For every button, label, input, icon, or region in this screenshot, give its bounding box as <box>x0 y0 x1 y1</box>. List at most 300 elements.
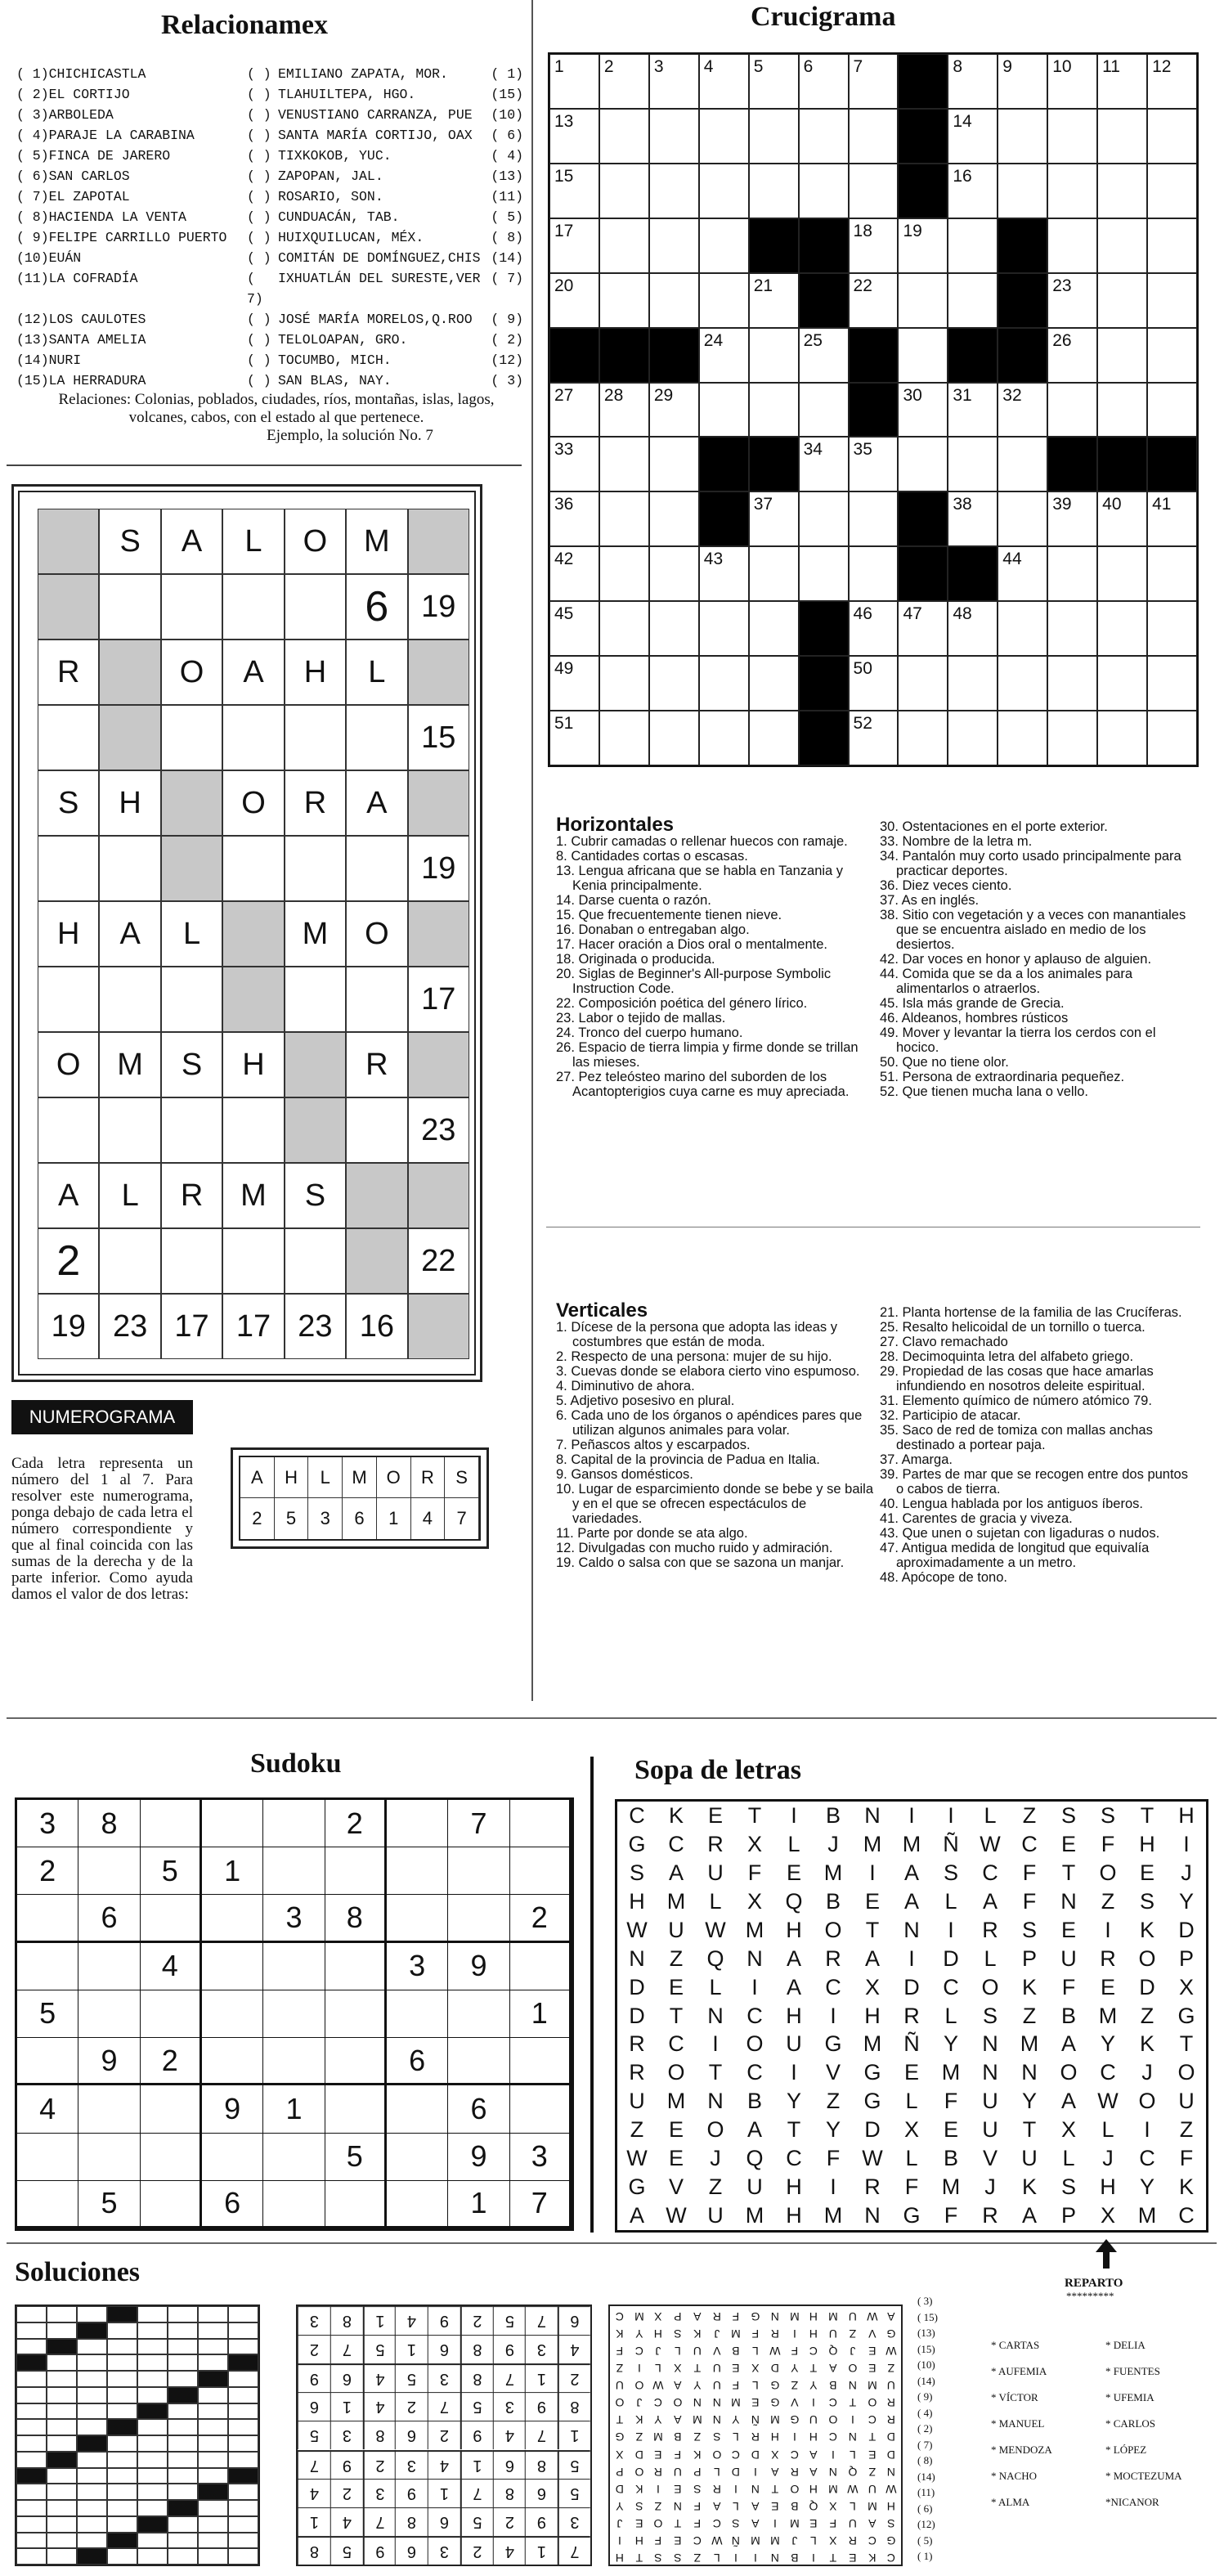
solucion-sopa-letter: Y <box>634 2327 643 2341</box>
solucion-sudoku-cell: 5 <box>363 2335 396 2363</box>
solucion-sudoku-cell: 1 <box>525 2363 558 2392</box>
sopa-letter: M <box>863 2031 882 2057</box>
sudoku-cell <box>17 2181 78 2228</box>
solucion-numerograma-cell <box>198 2387 228 2403</box>
numerograma-cell: O <box>38 1032 99 1097</box>
crossword-cell <box>549 656 599 711</box>
solucion-numerograma-cell <box>198 2468 228 2484</box>
clue: 27. Clavo remachado <box>880 1335 1008 1349</box>
numerograma-cell <box>408 640 469 705</box>
sopa-letter: R <box>982 1917 998 1942</box>
numerograma-cell: 23 <box>285 1294 346 1359</box>
crossword-cell <box>599 164 649 218</box>
reparto-item: * AUFEMIA <box>991 2365 1047 2377</box>
solucion-sopa-letter: N <box>712 2413 721 2427</box>
solucion-numerograma-cell <box>77 2468 107 2484</box>
solucion-sopa-letter: Y <box>693 2379 702 2393</box>
sopa-letter: N <box>864 2203 881 2228</box>
solucion-sopa-letter: U <box>887 2379 896 2393</box>
sopa-letter: S <box>1060 2174 1076 2200</box>
crossword-black-cell <box>898 164 948 218</box>
solucion-sudoku-cell: 4 <box>395 2306 428 2335</box>
sopa-letter: Y <box>786 2089 801 2114</box>
numerograma-cell <box>99 705 160 770</box>
crossword-cell <box>898 218 948 273</box>
crossword-number: 13 <box>554 111 574 131</box>
solucion-sopa-letter: H <box>809 2327 818 2341</box>
sopa-letter: O <box>1060 2060 1078 2085</box>
crossword-cell <box>1047 656 1097 711</box>
crossword-cell <box>849 491 899 546</box>
numerograma-cell <box>222 967 284 1032</box>
solucion-sudoku-cell: 4 <box>493 2421 526 2449</box>
numerograma-cell: 19 <box>408 836 469 901</box>
sopa-letter: R <box>982 2203 998 2228</box>
reparto-item: * FUENTES <box>1105 2365 1160 2377</box>
solucion-sopa-letter: Z <box>849 2327 856 2341</box>
crossword-number: 23 <box>1052 276 1072 295</box>
key-value: 6 <box>343 1498 377 1539</box>
sopa-letter: E <box>1139 1860 1155 1885</box>
solucion-sopa-letter: I <box>812 2396 816 2410</box>
sopa-letter: M <box>823 2203 843 2228</box>
crossword-black-cell <box>898 109 948 164</box>
solucion-sopa-letter: U <box>848 2310 857 2324</box>
solucion-numerograma <box>15 2304 260 2566</box>
reparto-item: * LÓPEZ <box>1105 2444 1147 2456</box>
sopa-letter: F <box>1179 2146 1194 2171</box>
crossword-cell <box>1147 656 1197 711</box>
reparto-title: REPARTO <box>1065 2277 1123 2290</box>
solucion-sopa-letter: T <box>616 2413 624 2427</box>
crossword-cell <box>549 546 599 601</box>
sopa-letter: X <box>1100 2203 1115 2228</box>
sopa-letter: A <box>629 2203 644 2228</box>
numerograma-cell <box>346 1097 407 1163</box>
solucion-sopa-letter: A <box>751 2516 760 2530</box>
sudoku-cell <box>510 1847 572 1895</box>
solucion-sopa-letter: G <box>770 2396 780 2410</box>
crossword-cell <box>898 328 948 383</box>
relacionamex-row <box>16 370 523 391</box>
numerograma-cell <box>38 509 99 574</box>
crossword-cell <box>849 54 899 109</box>
sudoku-cell <box>387 2134 448 2181</box>
crossword-cell <box>599 273 649 328</box>
crossword-cell <box>799 54 849 109</box>
solucion-numerograma-cell <box>47 2468 77 2484</box>
solucion-numerograma-cell <box>107 2452 137 2468</box>
clue: 43. Que unen o sujetan con ligaduras o nudos. <box>880 1526 1160 1541</box>
numerograma-cell <box>38 836 99 901</box>
relacionamex-right: JOSÉ MARÍA MORELOS,Q.ROO <box>278 312 473 327</box>
solucion-sopa-letter: R <box>790 2465 799 2479</box>
solucion-sopa-letter: U <box>828 2327 837 2341</box>
numerograma-cell <box>408 901 469 967</box>
crossword-number: 3 <box>653 57 664 76</box>
crossword-cell <box>1097 54 1147 109</box>
sudoku-cell: 7 <box>448 1800 509 1847</box>
crossword-cell <box>549 437 599 491</box>
sudoku-cell: 5 <box>325 2134 387 2181</box>
solucion-sudoku-cell: 8 <box>330 2306 363 2335</box>
sudoku-cell: 9 <box>78 2038 140 2085</box>
crossword-cell <box>1097 656 1147 711</box>
crossword-number: 28 <box>603 385 624 405</box>
sopa-letter: C <box>825 1974 841 1999</box>
solucion-numerograma-cell <box>77 2354 107 2371</box>
sopa-letter: A <box>1021 2203 1037 2228</box>
sopa-letter: S <box>1100 1803 1115 1828</box>
sopa-letter: N <box>629 1945 645 1971</box>
crossword-number: 5 <box>753 57 764 76</box>
solucion-sopa-letter: X <box>829 2499 837 2513</box>
clue: 19. Caldo o salsa con que se sazona un manjar. <box>556 1555 845 1570</box>
solucion-sudoku <box>296 2304 592 2566</box>
solucion-sopa-letter: W <box>885 2482 897 2496</box>
sopa-letter: I <box>948 1917 954 1942</box>
solucion-sopa-letter: O <box>653 2516 663 2530</box>
sudoku-cell <box>141 2134 202 2181</box>
solucion-numerograma-cell <box>47 2339 77 2355</box>
solucion-sopa-letter: S <box>674 2327 682 2341</box>
sudoku-cell <box>510 1943 572 1990</box>
solucion-sopa-letter: R <box>848 2533 857 2547</box>
sudoku-cell <box>325 1847 387 1895</box>
crossword-cell <box>1147 273 1197 328</box>
solucion-sudoku-cell: 7 <box>363 2507 396 2536</box>
crossword-cell <box>699 273 749 328</box>
sudoku-cell: 6 <box>202 2181 263 2228</box>
sopa-letter: A <box>864 1945 880 1971</box>
solucion-sopa-letter: X <box>616 2448 624 2462</box>
sopa-letter: L <box>905 2089 918 2114</box>
solucion-sopa-letter: L <box>752 2379 759 2393</box>
crossword-cell <box>549 54 599 109</box>
sopa-letter: C <box>747 2060 763 2085</box>
solucion-sopa-letter: L <box>675 2345 681 2358</box>
solucion-numerograma-cell <box>228 2500 258 2516</box>
sopa-letter: R <box>629 2031 645 2057</box>
crossword-number: 26 <box>1052 330 1072 350</box>
numerograma-cell: A <box>161 509 222 574</box>
relacionamex-num: ( 1) <box>491 66 523 82</box>
solucion-numerograma-cell <box>137 2371 168 2387</box>
solucion-sopa-letter: O <box>634 2379 644 2393</box>
sopa-letter: F <box>904 2174 919 2200</box>
sopa-letter: Z <box>1101 1888 1115 1914</box>
solucion-sopa-letter: C <box>887 2551 896 2565</box>
relacionamex-right: IXHUATLÁN DEL SURESTE,VER <box>278 271 481 286</box>
sopa-letter: F <box>1022 1888 1037 1914</box>
crossword-black-cell <box>799 218 849 273</box>
numerograma-cell: L <box>222 509 284 574</box>
relacionamex-right: CUNDUACÁN, TAB. <box>278 209 400 225</box>
sudoku-cell <box>263 2181 325 2228</box>
relacionamex-right: TIXKOKOB, YUC. <box>278 148 392 164</box>
relacionamex-left: ( 7)EL ZAPOTAL <box>16 189 130 204</box>
numerograma-cell: H <box>285 640 346 705</box>
solucion-sopa-letter: N <box>712 2396 721 2410</box>
sopa-letter: G <box>1177 2003 1195 2028</box>
sopa-letter: G <box>824 2031 842 2057</box>
crossword-number: 19 <box>903 221 922 240</box>
solucion-sopa-letter: M <box>731 2396 742 2410</box>
solucion-sudoku-cell: 8 <box>395 2507 428 2536</box>
sopa-letter: Y <box>943 2031 958 2057</box>
sopa-letter: S <box>1139 1888 1155 1914</box>
crossword-cell <box>998 546 1047 601</box>
clue: 28. Decimoquinta letra del alfabeto griego. <box>880 1349 1134 1364</box>
solucion-numerograma-cell <box>47 2452 77 2468</box>
solucion-sopa-letter: R <box>654 2465 663 2479</box>
relacionamex-row <box>16 125 523 146</box>
solucion-numerograma-cell <box>137 2339 168 2355</box>
solucion-sudoku-cell: 4 <box>330 2507 363 2536</box>
crossword-black-cell <box>998 328 1047 383</box>
numerograma-cell: 6 <box>346 574 407 640</box>
solucion-sudoku-cell: 7 <box>525 2421 558 2449</box>
sopa-letter: T <box>1061 1860 1076 1885</box>
sopa-letter: T <box>1022 2117 1037 2143</box>
sopa-letter: I <box>1144 2117 1150 2143</box>
sudoku-cell <box>17 1895 78 1942</box>
crossword-cell <box>599 218 649 273</box>
solucion-sopa-letter: W <box>711 2533 723 2547</box>
crossword-cell <box>599 109 649 164</box>
solucion-sopa-letter: A <box>771 2465 779 2479</box>
crossword-cell <box>1097 711 1147 765</box>
solucion-sopa-letter: D <box>732 2465 741 2479</box>
solucion-numerograma-cell <box>107 2371 137 2387</box>
relacionamex-paren: ( ) <box>247 312 271 327</box>
solucion-sopa-letter: C <box>693 2533 702 2547</box>
crossword-cell <box>549 164 599 218</box>
solucion-numerograma-cell <box>107 2516 137 2533</box>
solucion-numerograma-cell <box>168 2387 198 2403</box>
sopa-letter: O <box>746 2031 764 2057</box>
clue: 13. Lengua africana que se habla en Tanzania y Kenia principalmente. <box>556 864 844 893</box>
clue: 33. Nombre de la letra m. <box>880 834 1033 849</box>
solucion-sudoku-cell: 9 <box>428 2306 460 2335</box>
solucion-sopa-letter: C <box>868 2533 877 2547</box>
solucion-numerograma-cell <box>137 2419 168 2435</box>
crossword-cell <box>749 328 799 383</box>
crossword-number: 47 <box>903 604 922 624</box>
crossword-cell <box>1147 491 1197 546</box>
solucion-sopa-letter: C <box>634 2345 643 2358</box>
sopa-letter: B <box>825 1888 841 1914</box>
sopa-letter: A <box>786 1974 801 1999</box>
solucion-sopa-letter: M <box>653 2430 664 2444</box>
sopa-letter: O <box>1177 2060 1195 2085</box>
solucion-sopa-letter: O <box>828 2413 838 2427</box>
numerograma-cell: A <box>346 770 407 836</box>
crossword-number: 7 <box>853 57 863 76</box>
solucion-numerograma-cell <box>228 2403 258 2420</box>
numerograma-instructions: Cada letra representa un número del 1 al 7. Para resolver este numerograma, ponga debajo de cada letra el número correspondiente y que al final coincida con las sumas de la derecha y de la parte inferior. Como ayuda damos el valor de dos letras: <box>11 1455 193 1603</box>
solucion-numerograma-cell <box>198 2371 228 2387</box>
solucion-sudoku-cell: 6 <box>428 2507 460 2536</box>
solucion-numerograma-cell <box>198 2419 228 2435</box>
crossword-number: 16 <box>953 166 972 186</box>
clue: 34. Pantalón muy corto usado principalmente para practicar deportes. <box>880 849 1181 878</box>
solucion-numerograma-cell <box>137 2500 168 2516</box>
solucion-sopa-letter: S <box>712 2430 721 2444</box>
sopa-letter: X <box>1178 1974 1194 1999</box>
crossword-cell <box>849 437 899 491</box>
solucion-sopa-letter: E <box>868 2362 877 2376</box>
crossword-number: 44 <box>1002 550 1022 569</box>
solucion-numerograma-cell <box>77 2387 107 2403</box>
relacionamex-left: (13)SANTA AMELIA <box>16 332 146 348</box>
solucion-numerograma-cell <box>77 2500 107 2516</box>
solucion-numerograma-cell <box>77 2306 107 2322</box>
solucion-sudoku-cell: 6 <box>330 2363 363 2392</box>
vertical-divider <box>531 0 533 1701</box>
crossword-black-cell <box>849 328 899 383</box>
sudoku-cell: 4 <box>17 2085 78 2133</box>
sopa-letter: M <box>1098 2003 1118 2028</box>
sopa-letter: H <box>1100 2174 1116 2200</box>
solucion-numerograma-cell <box>137 2533 168 2549</box>
solucion-sudoku-cell: 8 <box>298 2536 330 2565</box>
solucion-sudoku-cell: 9 <box>330 2450 363 2479</box>
crossword-cell <box>1097 601 1147 656</box>
sopa-letter: U <box>629 2089 645 2114</box>
sopa-letter: C <box>668 1831 684 1856</box>
solucion-sopa-letter: L <box>713 2465 720 2479</box>
crossword-cell <box>599 546 649 601</box>
sopa-letter: R <box>629 2060 645 2085</box>
horizontales-title: Horizontales <box>556 814 675 836</box>
crossword-cell <box>898 601 948 656</box>
relacionamex-num: ( 4) <box>491 148 523 164</box>
sopa-letter: L <box>709 1888 722 1914</box>
sopa-letter: L <box>1101 2117 1114 2143</box>
solucion-sudoku-cell: 7 <box>493 2363 526 2392</box>
solucion-numerograma-cell <box>16 2322 47 2339</box>
solucion-sudoku-cell: 3 <box>558 2507 590 2536</box>
solucion-sopa-letter: I <box>617 2533 621 2547</box>
crossword-cell <box>1097 328 1147 383</box>
numerograma-cell <box>222 1097 284 1163</box>
relacionamex-left: (10)EUÁN <box>16 250 82 266</box>
solucion-sudoku-cell: 7 <box>330 2335 363 2363</box>
sopa-letter: U <box>1021 2146 1038 2171</box>
numerograma-cell <box>285 1097 346 1163</box>
sudoku-cell <box>510 1800 572 1847</box>
solucion-sudoku-cell: 4 <box>558 2335 590 2363</box>
sopa-letter: F <box>826 2146 841 2171</box>
solucion-sopa-letter: D <box>751 2448 760 2462</box>
solucion-sudoku-cell: 9 <box>460 2421 493 2449</box>
sopa-letter: O <box>981 1974 999 1999</box>
crossword-cell <box>898 383 948 438</box>
solucion-sopa-letter: Z <box>791 2379 798 2393</box>
numerograma-cell: L <box>99 1163 160 1228</box>
sopa-letter: X <box>747 1831 762 1856</box>
sudoku-cell: 2 <box>17 1847 78 1895</box>
crossword-number: 1 <box>554 57 564 76</box>
numerograma-cell <box>161 1228 222 1294</box>
solucion-numerograma-cell <box>107 2387 137 2403</box>
numerograma-cell: S <box>38 770 99 836</box>
crossword-cell <box>799 328 849 383</box>
sopa-letter: L <box>944 2003 957 2028</box>
solucion-numerograma-cell <box>107 2339 137 2355</box>
sopa-letter: L <box>709 1974 722 1999</box>
numerograma-cell <box>99 640 160 705</box>
sopa-letter: G <box>863 2060 881 2085</box>
solucion-sopa-letter: K <box>634 2413 643 2427</box>
solucion-sopa-letter: L <box>810 2533 818 2547</box>
solucion-rel-item: ( 8) <box>917 2454 933 2466</box>
key-value: 7 <box>445 1498 479 1539</box>
clue: 14. Darse cuenta o razón. <box>556 893 711 908</box>
sudoku-cell <box>202 1990 263 2038</box>
crossword-cell <box>699 54 749 109</box>
solucion-sopa-letter: Z <box>635 2430 643 2444</box>
solucion-sopa-letter: H <box>809 2430 818 2444</box>
sudoku-cell <box>78 2134 140 2181</box>
sopa-letter: L <box>984 1803 997 1828</box>
sopa-letter: B <box>1060 2003 1076 2028</box>
sudoku-cell <box>141 1895 202 1942</box>
solucion-sopa-letter: E <box>654 2448 662 2462</box>
sopa-letter: I <box>1105 1917 1111 1942</box>
crossword-black-cell <box>849 383 899 438</box>
numerograma-cell <box>161 1097 222 1163</box>
solucion-sudoku-cell: 5 <box>298 2421 330 2449</box>
sopa-letter: N <box>982 2031 998 2057</box>
crossword-cell <box>1147 164 1197 218</box>
numerograma-cell: M <box>99 1032 160 1097</box>
solucion-sopa-letter: S <box>634 2499 643 2513</box>
crossword-black-cell <box>749 437 799 491</box>
solucion-sudoku-cell: 6 <box>558 2306 590 2335</box>
sopa-letter: S <box>1060 1803 1076 1828</box>
solucion-numerograma-cell <box>228 2484 258 2500</box>
solucion-sopa-letter: E <box>809 2516 818 2530</box>
reparto-item: * CARLOS <box>1105 2417 1156 2430</box>
clue: 8. Capital de la provincia de Padua en Italia. <box>556 1452 820 1467</box>
solucion-numerograma-cell <box>137 2548 168 2565</box>
solucion-numerograma-cell <box>77 2371 107 2387</box>
crossword-number: 41 <box>1152 495 1172 514</box>
sopa-letter: I <box>751 1974 758 1999</box>
solucion-sopa-letter: O <box>634 2465 644 2479</box>
sopa-letter: W <box>862 2146 883 2171</box>
crossword-number: 17 <box>554 221 574 240</box>
solucion-rel-item: (14) <box>917 2374 935 2387</box>
solucion-sudoku-cell: 3 <box>330 2421 363 2449</box>
solucion-numerograma-cell <box>198 2548 228 2565</box>
relacionamex-right: TELOLOAPAN, GRO. <box>278 332 408 348</box>
sopa-letter: W <box>705 1917 726 1942</box>
solucion-sudoku-cell: 2 <box>330 2479 363 2507</box>
solucion-numerograma-cell <box>168 2548 198 2565</box>
solucion-sopa-letter: U <box>868 2482 877 2496</box>
solucion-sopa-letter: E <box>674 2482 682 2496</box>
solucion-sopa-letter: K <box>693 2448 702 2462</box>
solucion-sopa-letter: S <box>654 2551 662 2565</box>
numerograma-cell: 17 <box>222 1294 284 1359</box>
crossword-number: 2 <box>603 57 614 76</box>
solucion-sudoku-cell: 7 <box>558 2536 590 2565</box>
crossword-black-cell <box>749 218 799 273</box>
crossword-cell <box>998 491 1047 546</box>
